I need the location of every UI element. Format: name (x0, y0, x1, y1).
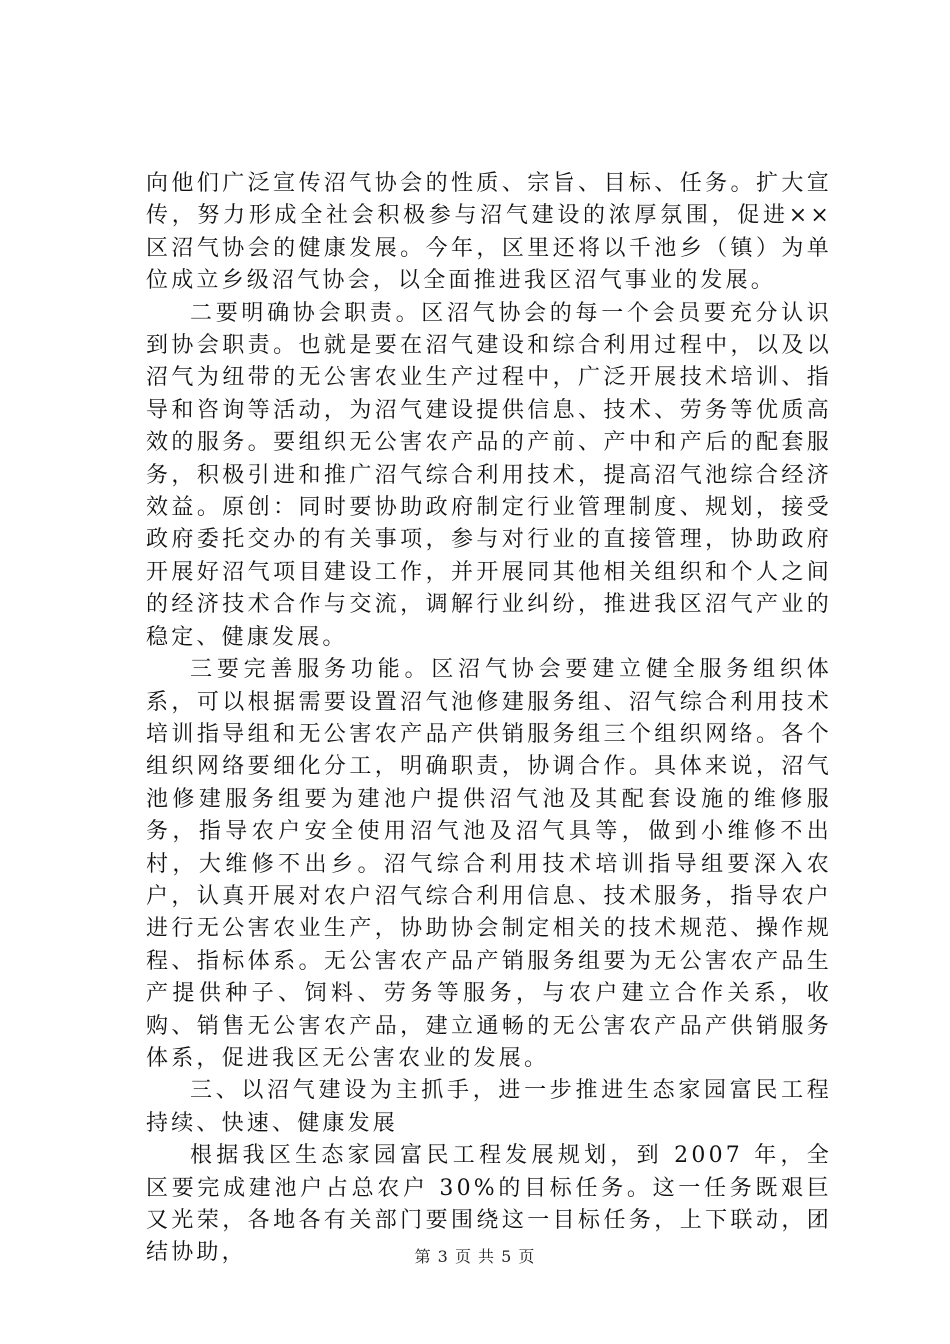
paragraph-3: 三要完善服务功能。区沼气协会要建立健全服务组织体系，可以根据需要设置沼气池修建服务组、沼气综合利用技术培训指导组和无公害农产品产供销服务组三个组织网络。各个组织网络要细化分工，明确职责，协调合作。具体来说，沼气池修建服务组要为建池户提供沼气池及其配套设施的维修服务，指导农户安全使用沼气池及沼气具等，做到小维修不出村，大维修不出乡。沼气综合利用技术培训指导组要深入农户，认真开展对农户沼气综合利用信息、技术服务，指导农户进行无公害农业生产，协助协会制定相关的技术规范、操作规程、指标体系。无公害农产品产销服务组要为无公害农产品生产提供种子、饲料、劳务等服务，与农户建立合作关系，收购、销售无公害农产品，建立通畅的无公害农产品产供销服务体系，促进我区无公害农业的发展。 (146, 657, 832, 1071)
page-footer: 第 3 页 共 5 页 (414, 1247, 536, 1266)
paragraph-1: 向他们广泛宣传沼气协会的性质、宗旨、目标、任务。扩大宣传，努力形成全社会积极参与沼气建设的浓厚氛围，促进××区沼气协会的健康发展。今年，区里还将以千池乡（镇）为单位成立乡级沼气协会，以全面推进我区沼气事业的发展。 (146, 171, 832, 294)
paragraph-4: 根据我区生态家园富民工程发展规划，到 2007 年，全区要完成建池户占总农户 30%的目标任务。这一任务既艰巨又光荣，各地各有关部门要围绕这一目标任务，上下联动，团结协助， (146, 1143, 832, 1266)
document-body (146, 168, 832, 1270)
paragraph-2: 二要明确协会职责。区沼气协会的每一个会员要充分认识到协会职责。也就是要在沼气建设和综合利用过程中，以及以沼气为纽带的无公害农业生产过程中，广泛开展技术培训、指导和咨询等活动，为沼气建设提供信息、技术、劳务等优质高效的服务。要组织无公害农产品的产前、产中和产后的配套服务，积极引进和推广沼气综合利用技术，提高沼气池综合经济效益。原创：同时要协助政府制定行业管理制度、规划，接受政府委托交办的有关事项，参与对行业的直接管理，协助政府开展好沼气项目建设工作，并开展同其他相关组织和个人之间的经济技术合作与交流，调解行业纠纷，推进我区沼气产业的稳定、健康发展。 (146, 300, 832, 650)
section-heading: 三、以沼气建设为主抓手，进一步推进生态家园富民工程持续、快速、健康发展 (146, 1078, 832, 1136)
